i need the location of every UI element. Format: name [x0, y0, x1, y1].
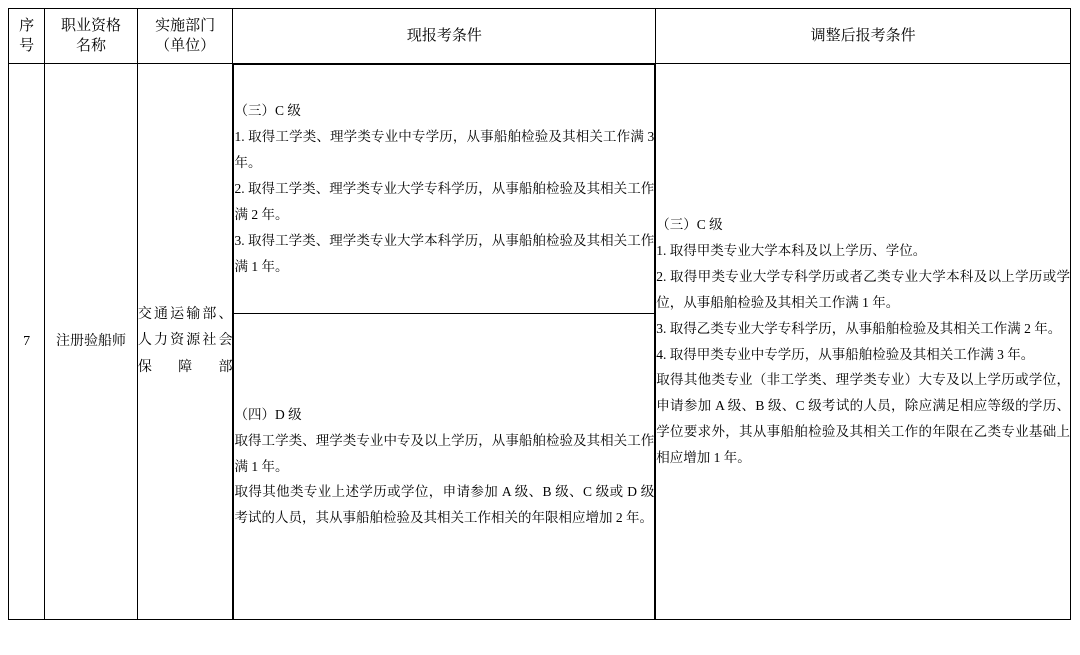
- table-row: [9, 64, 1071, 620]
- row-current-conditions: [233, 64, 656, 620]
- current-d-level-item-2: 取得其他类专业上述学历或学位，申请参加 A 级、B 级、C 级或 D 级考试的人员，其从事船舶检验及其相关工作相关的年限相应增加 2 年。: [234, 484, 655, 526]
- header-cell-no: [9, 9, 45, 64]
- current-conditions-c-level-row: [234, 65, 655, 314]
- header-name-line1: 职业资格: [61, 17, 122, 34]
- current-conditions-split: [233, 64, 655, 619]
- header-adjusted-label: 调整后报考条件: [810, 27, 916, 44]
- header-cell-adjusted: [656, 9, 1071, 64]
- row-number: 7: [9, 64, 45, 620]
- header-dept-line2: （单位）: [155, 38, 216, 54]
- qualification-comparison-table: [8, 8, 1071, 620]
- current-d-level-title: （四）D 级: [234, 406, 302, 422]
- adjusted-item-1: 1. 取得甲类专业大学本科及以上学历、学位。: [656, 242, 927, 258]
- current-c-level-item-2: 2. 取得工学类、理学类专业大学专科学历，从事船舶检验及其相关工作满 2 年。: [234, 181, 655, 222]
- row-qualification-name: 注册验船师: [45, 64, 138, 620]
- header-cell-dept: [137, 9, 233, 64]
- adjusted-item-5: 取得其他类专业（非工学类、理学类专业）大专及以上学历或学位，申请参加 A 级、B 级、C 级考试的人员，除应满足相应等级的学历、学位要求外，其从事船舶检验及其相关工作的年限在乙类专业基础上相应增加 1 年。: [656, 372, 1070, 466]
- header-cell-current: [233, 9, 656, 64]
- current-c-level-cell: [234, 65, 655, 314]
- header-cell-name: [45, 9, 138, 64]
- current-c-level-item-1: 1. 取得工学类、理学类专业中专学历，从事船舶检验及其相关工作满 3 年。: [234, 129, 655, 171]
- adjusted-item-2: 2. 取得甲类专业大学专科学历或者乙类专业大学本科及以上学历或学位，从事船舶检验及其相关工作满 1 年。: [656, 268, 1070, 310]
- header-name-line2: 名称: [76, 38, 107, 54]
- row-department: 交通运输部、人力资源社会保障部: [137, 64, 233, 620]
- current-conditions-d-level-row: [234, 314, 655, 620]
- adjusted-c-level-title: （三）C 级: [656, 216, 723, 232]
- header-no-line1: 序: [19, 17, 35, 34]
- header-dept-line1: 实施部门: [155, 17, 216, 34]
- adjusted-item-4: 4. 取得甲类专业中专学历，从事船舶检验及其相关工作满 3 年。: [656, 346, 1035, 362]
- current-c-level-item-3: 3. 取得工学类、理学类专业大学本科学历，从事船舶检验及其相关工作满 1 年。: [234, 232, 655, 274]
- current-d-level-cell: [234, 314, 655, 620]
- current-d-level-item-1: 取得工学类、理学类专业中专及以上学历，从事船舶检验及其相关工作满 1 年。: [234, 432, 655, 474]
- table-header-row: [9, 9, 1071, 64]
- current-c-level-title: （三）C 级: [234, 103, 301, 119]
- adjusted-item-3: 3. 取得乙类专业大学专科学历，从事船舶检验及其相关工作满 2 年。: [656, 320, 1062, 336]
- header-no-line2: 号: [19, 38, 35, 54]
- row-adjusted-conditions: [656, 64, 1071, 620]
- header-current-label: 现报考条件: [406, 27, 482, 44]
- document-page: [0, 8, 1080, 655]
